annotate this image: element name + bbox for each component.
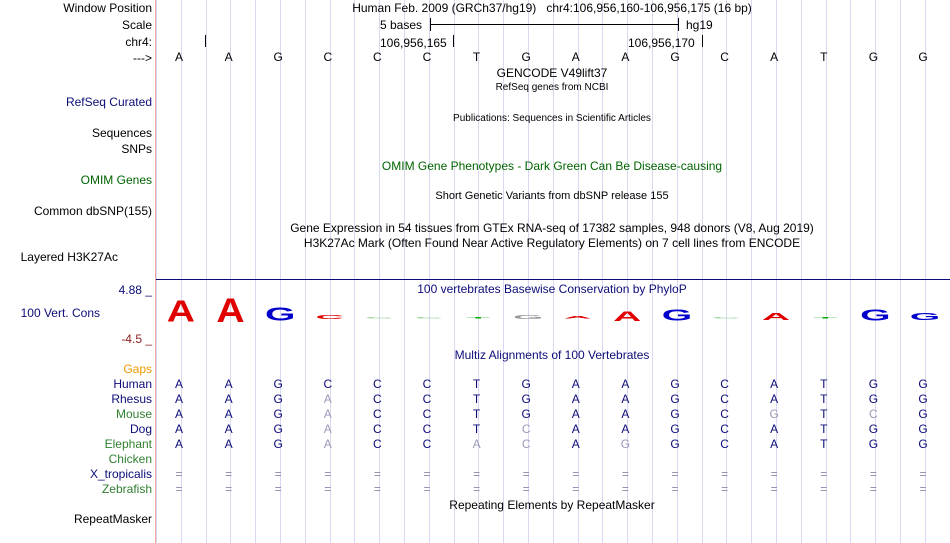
- grid-line: [751, 0, 752, 543]
- alignment-base: =: [572, 482, 580, 496]
- alignment-base: =: [770, 467, 778, 481]
- phylop-letter: T: [466, 316, 491, 319]
- alignment-base: C: [720, 437, 729, 451]
- phylop-letter: A: [563, 315, 592, 320]
- alignment-base: C: [373, 392, 382, 406]
- alignment-base: G: [521, 377, 531, 391]
- alignment-base: A: [174, 407, 183, 421]
- species-label[interactable]: Rhesus: [111, 392, 152, 406]
- alignment-base: =: [522, 467, 530, 481]
- publications-title[interactable]: Publications: Sequences in Scientific Articles: [453, 113, 651, 124]
- grid-line: [801, 0, 802, 543]
- alignment-base: =: [225, 482, 233, 496]
- alignment-base: =: [671, 482, 679, 496]
- omim-title[interactable]: OMIM Gene Phenotypes - Dark Green Can Be Disease-causing: [381, 159, 723, 173]
- header-position-line: [352, 1, 752, 15]
- alignment-base: G: [273, 407, 283, 421]
- alignment-base: G: [670, 407, 680, 421]
- grid-line: [875, 0, 876, 543]
- grid-line: [900, 0, 901, 543]
- scale-bar-right-tick: [678, 18, 679, 31]
- sequence-base: G: [670, 50, 680, 64]
- alignment-base: G: [620, 437, 631, 451]
- alignment-base: G: [918, 407, 928, 421]
- alignment-base: A: [323, 392, 332, 406]
- species-label[interactable]: X_tropicalis: [89, 467, 152, 481]
- alignment-base: G: [868, 422, 879, 436]
- alignment-base: A: [174, 437, 183, 451]
- alignment-base: T: [472, 392, 481, 406]
- grid-line: [652, 0, 653, 543]
- alignment-base: A: [770, 392, 779, 406]
- alignment-base: T: [472, 377, 481, 391]
- alignment-base: G: [273, 437, 283, 451]
- alignment-base: A: [174, 422, 183, 436]
- sequence-base: G: [918, 50, 928, 64]
- sequence-base: G: [273, 50, 283, 64]
- h3k27ac-title[interactable]: H3K27Ac Mark (Often Found Near Active Regulatory Elements) on 7 cell lines from ENCODE: [303, 236, 801, 250]
- dbsnp-title[interactable]: Short Genetic Variants from dbSNP release 155: [435, 190, 669, 202]
- phylop-letter: G: [512, 314, 544, 321]
- alignment-base: A: [571, 437, 580, 451]
- grid-line: [156, 0, 157, 543]
- refseq-label[interactable]: RefSeq Curated: [65, 95, 152, 109]
- alignment-base: A: [571, 377, 580, 391]
- alignment-base: =: [373, 482, 381, 496]
- sequence-base: C: [422, 50, 432, 64]
- grid-line: [330, 0, 331, 543]
- alignment-base: =: [175, 482, 183, 496]
- alignment-base: G: [918, 392, 928, 406]
- alignment-base: =: [869, 482, 877, 496]
- species-label[interactable]: Chicken: [108, 452, 152, 466]
- gtex-title[interactable]: Gene Expression in 54 tissues from GTEx RNA-seq of 17382 samples, 948 donors (V8, Aug 2019): [290, 221, 814, 235]
- alignment-base: A: [571, 392, 580, 406]
- phylop-letter: A: [216, 295, 245, 330]
- alignment-base: =: [324, 467, 332, 481]
- grid-line: [429, 0, 430, 543]
- alignment-base: A: [224, 392, 233, 406]
- alignment-base: A: [224, 377, 233, 391]
- sequence-base: A: [174, 50, 183, 64]
- alignment-base: G: [868, 437, 879, 451]
- alignment-base: =: [919, 467, 927, 481]
- alignment-base: =: [820, 467, 828, 481]
- alignment-base: T: [820, 377, 828, 391]
- ruler-tick-start: [205, 35, 206, 47]
- position-text[interactable]: chr4:106,956,160-106,956,175 (16 bp): [546, 1, 752, 15]
- alignment-base: =: [721, 482, 729, 496]
- assembly-name: Human Feb. 2009 (GRCh37/hg19): [352, 1, 537, 15]
- alignment-base: C: [422, 377, 432, 391]
- alignment-base: T: [820, 422, 828, 436]
- phylop-letter: C: [365, 316, 394, 319]
- phylop-track-label[interactable]: 100 Vert. Cons: [20, 306, 100, 320]
- coord-right: 106,956,170: [628, 36, 695, 50]
- grid-line: [702, 0, 703, 543]
- phylop-letter: G: [264, 304, 296, 325]
- alignment-base: A: [621, 392, 630, 406]
- sequence-base: C: [373, 50, 382, 64]
- grid-line: [305, 0, 306, 543]
- grid-line: [230, 0, 231, 543]
- phylop-letter: G: [661, 307, 693, 325]
- alignment-base: C: [720, 377, 729, 391]
- alignment-base: C: [422, 422, 432, 436]
- alignment-base: A: [224, 407, 233, 421]
- alignment-base: G: [918, 377, 928, 391]
- scale-label: Scale: [121, 18, 152, 32]
- grid-line: [826, 0, 827, 543]
- alignment-base: =: [621, 467, 629, 481]
- alignment-base: A: [174, 392, 183, 406]
- species-label[interactable]: Mouse: [115, 407, 152, 421]
- sequence-base: G: [521, 50, 531, 64]
- sequence-base: C: [323, 50, 333, 64]
- alignment-base: =: [721, 467, 729, 481]
- alignment-base: =: [621, 482, 629, 496]
- alignment-base: C: [521, 437, 531, 451]
- repeatmasker-label[interactable]: RepeatMasker: [73, 512, 152, 526]
- alignment-base: G: [670, 422, 680, 436]
- alignment-base: G: [769, 407, 779, 421]
- grid-line: [255, 0, 256, 543]
- alignment-base: T: [472, 422, 481, 436]
- chrom-label: chr4:: [125, 35, 152, 49]
- scale-text: 5 bases: [380, 18, 423, 32]
- strand-arrow-label[interactable]: --->: [133, 51, 152, 65]
- alignment-base: C: [422, 392, 432, 406]
- phylop-divider: [156, 279, 950, 280]
- grid-line: [404, 0, 405, 543]
- alignment-base: =: [671, 467, 679, 481]
- sequence-base: A: [571, 50, 580, 64]
- alignment-base: A: [323, 407, 332, 421]
- refseq-desc[interactable]: RefSeq genes from NCBI: [495, 82, 609, 93]
- h3k27ac-label[interactable]: Layered H3K27Ac: [20, 250, 118, 264]
- sequence-base: C: [720, 50, 729, 64]
- alignment-base: =: [919, 482, 927, 496]
- grid-line: [379, 0, 380, 543]
- alignment-base: G: [918, 437, 928, 451]
- sequences-label[interactable]: Sequences: [91, 126, 152, 140]
- alignment-base: A: [621, 407, 630, 421]
- alignment-base: G: [868, 377, 879, 391]
- sequence-base: T: [472, 50, 481, 64]
- alignment-base: G: [521, 407, 531, 421]
- species-label[interactable]: Zebrafish: [101, 482, 152, 496]
- alignment-base: =: [274, 467, 282, 481]
- grid-line: [776, 0, 777, 543]
- grid-line: [726, 0, 727, 543]
- grid-line: [206, 0, 207, 543]
- alignment-base: G: [670, 377, 680, 391]
- grid-line: [454, 0, 455, 543]
- scale-db: hg19: [686, 18, 713, 32]
- phylop-letter: C: [414, 316, 443, 319]
- alignment-base: A: [621, 377, 630, 391]
- grid-line: [280, 0, 281, 543]
- species-label[interactable]: Human: [113, 377, 152, 391]
- coord-left: 106,956,165: [380, 36, 447, 50]
- phylop-letter: G: [860, 307, 891, 325]
- omim-label[interactable]: OMIM Genes: [80, 173, 152, 187]
- phylop-letter: A: [761, 311, 791, 323]
- alignment-base: G: [868, 392, 879, 406]
- phylop-min-label: -4.5 _: [121, 332, 152, 346]
- phylop-letter: T: [813, 317, 838, 319]
- repeatmasker-title[interactable]: Repeating Elements by RepeatMasker: [449, 498, 655, 512]
- species-label[interactable]: Elephant: [104, 437, 152, 451]
- alignment-base: =: [770, 482, 778, 496]
- alignment-base: =: [473, 482, 481, 496]
- alignment-base: C: [720, 407, 729, 421]
- alignment-base: =: [373, 467, 381, 481]
- alignment-base: G: [670, 437, 680, 451]
- alignment-base: A: [770, 437, 779, 451]
- dbsnp-label[interactable]: Common dbSNP(155): [33, 204, 152, 218]
- alignment-base: =: [572, 467, 580, 481]
- alignment-base: G: [918, 422, 928, 436]
- alignment-base: =: [869, 467, 877, 481]
- alignment-base: C: [373, 422, 382, 436]
- alignment-base: C: [869, 407, 878, 421]
- alignment-base: A: [174, 377, 183, 391]
- alignment-base: A: [323, 437, 332, 451]
- sequence-base: T: [820, 50, 828, 64]
- alignment-base: =: [274, 482, 282, 496]
- phylop-letter: G: [909, 311, 941, 323]
- alignment-base: A: [571, 407, 580, 421]
- alignment-base: T: [820, 392, 828, 406]
- gaps-label[interactable]: Gaps: [123, 362, 152, 376]
- alignment-base: =: [324, 482, 332, 496]
- alignment-base: C: [373, 407, 382, 421]
- grid-line: [677, 0, 678, 543]
- alignment-base: A: [224, 422, 233, 436]
- phylop-letter: A: [613, 309, 642, 325]
- phylop-letter: C: [712, 316, 741, 319]
- sequence-base: A: [621, 50, 630, 64]
- alignment-base: C: [521, 422, 531, 436]
- alignment-base: G: [521, 392, 531, 406]
- alignment-base: G: [273, 377, 283, 391]
- alignment-base: =: [820, 482, 828, 496]
- ruler-tick-end: [702, 35, 703, 47]
- ruler-tick-mid: [453, 35, 454, 47]
- alignment-base: =: [522, 482, 530, 496]
- alignment-base: =: [225, 467, 233, 481]
- phylop-logo[interactable]: [0, 295, 950, 335]
- alignment-base: =: [423, 467, 431, 481]
- phylop-max-label: 4.88 _: [118, 283, 152, 297]
- alignment-base: G: [670, 392, 680, 406]
- alignment-base: C: [720, 392, 729, 406]
- gencode-title[interactable]: GENCODE V49lift37: [496, 66, 608, 80]
- alignment-base: C: [720, 422, 729, 436]
- alignment-base: T: [820, 437, 828, 451]
- scale-bar: [430, 24, 678, 25]
- species-label[interactable]: Dog: [129, 422, 152, 436]
- alignment-base: A: [323, 422, 332, 436]
- alignment-base: G: [273, 422, 283, 436]
- alignment-base: G: [273, 392, 283, 406]
- alignment-base: A: [472, 437, 481, 451]
- multiz-title[interactable]: Multiz Alignments of 100 Vertebrates: [454, 348, 650, 362]
- alignment-base: A: [770, 377, 779, 391]
- phylop-letter: C: [315, 314, 344, 321]
- phylop-letter: A: [166, 295, 195, 329]
- grid-line: [354, 0, 355, 543]
- alignment-base: A: [224, 437, 233, 451]
- alignment-base: C: [422, 437, 432, 451]
- alignment-base: =: [473, 467, 481, 481]
- grid-line: [850, 0, 851, 543]
- phylop-title[interactable]: 100 vertebrates Basewise Conservation by PhyloP: [417, 282, 687, 296]
- window-position-label: Window Position: [63, 1, 152, 15]
- sequence-base: G: [868, 50, 879, 64]
- alignment-base: T: [820, 407, 828, 421]
- alignment-base: =: [423, 482, 431, 496]
- grid-line: [925, 0, 926, 543]
- alignment-base: C: [373, 437, 382, 451]
- grid-line: [181, 0, 182, 543]
- sequence-base: A: [770, 50, 779, 64]
- alignment-base: C: [373, 377, 382, 391]
- alignment-base: A: [571, 422, 580, 436]
- grid-line: [478, 0, 479, 543]
- snps-label[interactable]: SNPs: [121, 142, 152, 156]
- alignment-base: A: [770, 422, 779, 436]
- sequence-base: A: [224, 50, 233, 64]
- grid-line: [627, 0, 628, 543]
- alignment-base: A: [621, 422, 630, 436]
- alignment-base: C: [323, 377, 333, 391]
- alignment-base: =: [175, 467, 183, 481]
- alignment-base: C: [422, 407, 432, 421]
- alignment-base: T: [472, 407, 481, 421]
